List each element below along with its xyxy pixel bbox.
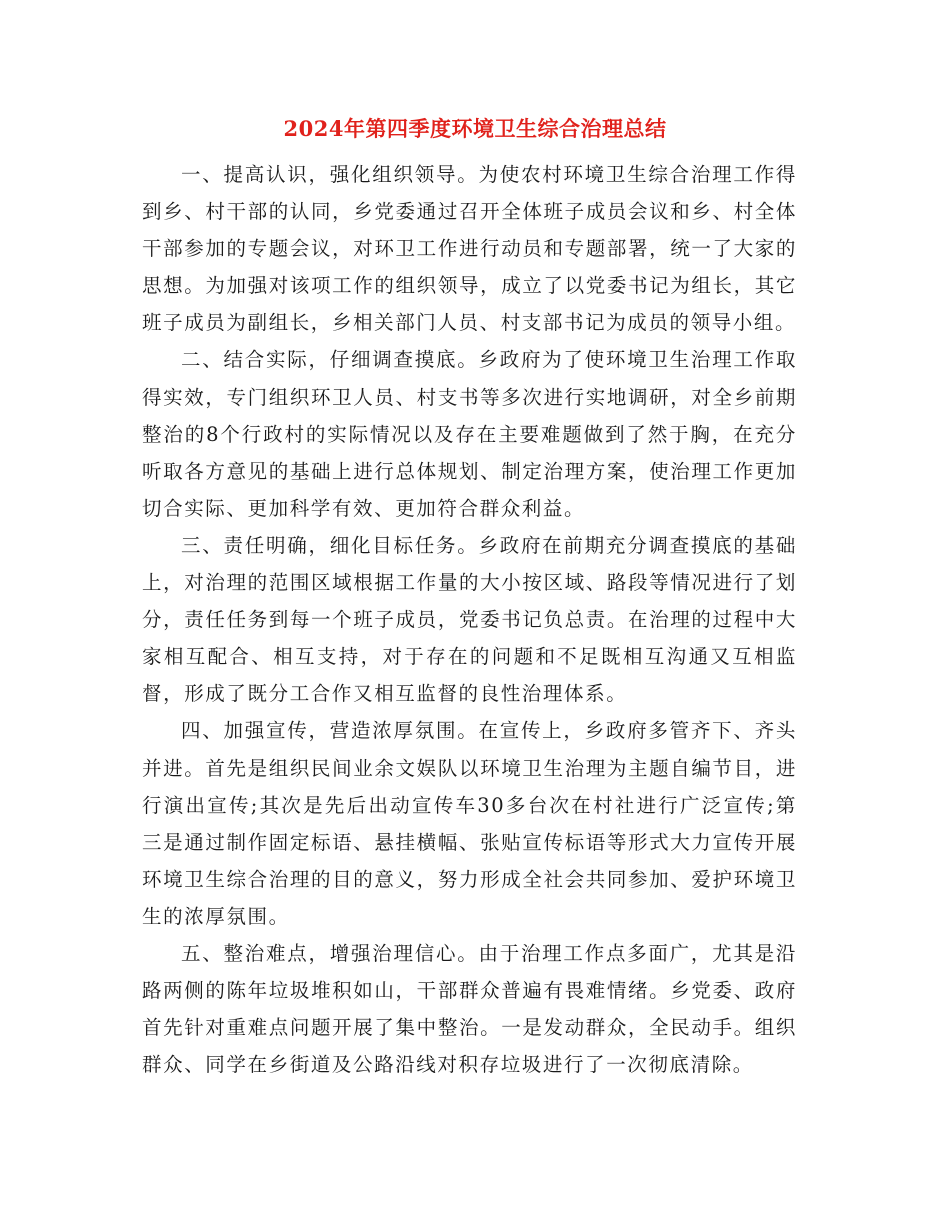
document-body <box>142 156 797 1083</box>
paragraph-3: 三、责任明确，细化目标任务。乡政府在前期充分调查摸底的基础上，对治理的范围区域根据工作量的大小按区域、路段等情况进行了划分，责任任务到每一个班子成员，党委书记负总责。在治理的过程中大家相互配合、相互支持，对于存在的问题和不足既相互沟通又互相监督，形成了既分工合作又相互监督的良性治理体系。 <box>142 533 797 706</box>
paragraph-5: 五、整治难点，增强治理信心。由于治理工作点多面广，尤其是沿路两侧的陈年垃圾堆积如山，干部群众普遍有畏难情绪。乡党委、政府首先针对重难点问题开展了集中整治。一是发动群众，全民动手。组织群众、同学在乡街道及公路沿线对积存垃圾进行了一次彻底清除。 <box>142 941 797 1077</box>
paragraph-2: 二、结合实际，仔细调查摸底。乡政府为了使环境卫生治理工作取得实效，专门组织环卫人员、村支书等多次进行实地调研，对全乡前期整治的8个行政村的实际情况以及存在主要难题做到了然于胸，在充分听取各方意见的基础上进行总体规划、制定治理方案，使治理工作更加切合实际、更加科学有效、更加符合群众利益。 <box>142 348 797 520</box>
document-title: 2024年第四季度环境卫生综合治理总结 <box>283 116 667 141</box>
paragraph-1: 一、提高认识，强化组织领导。为使农村环境卫生综合治理工作得到乡、村干部的认同，乡党委通过召开全体班子成员会议和乡、村全体干部参加的专题会议，对环卫工作进行动员和专题部署，统一了大家的思想。为加强对该项工作的组织领导，成立了以党委书记为组长，其它班子成员为副组长，乡相关部门人员、村支部书记为成员的领导小组。 <box>142 163 797 335</box>
paragraph-4: 四、加强宣传，营造浓厚氛围。在宣传上，乡政府多管齐下、齐头并进。首先是组织民间业余文娱队以环境卫生治理为主题自编节目，进行演出宣传;其次是先后出动宣传车30多台次在村社进行广泛宣传;第三是通过制作固定标语、悬挂横幅、张贴宣传标语等形式大力宣传开展环境卫生综合治理的目的意义，努力形成全社会共同参加、爱护环境卫生的浓厚氛围。 <box>142 719 797 928</box>
